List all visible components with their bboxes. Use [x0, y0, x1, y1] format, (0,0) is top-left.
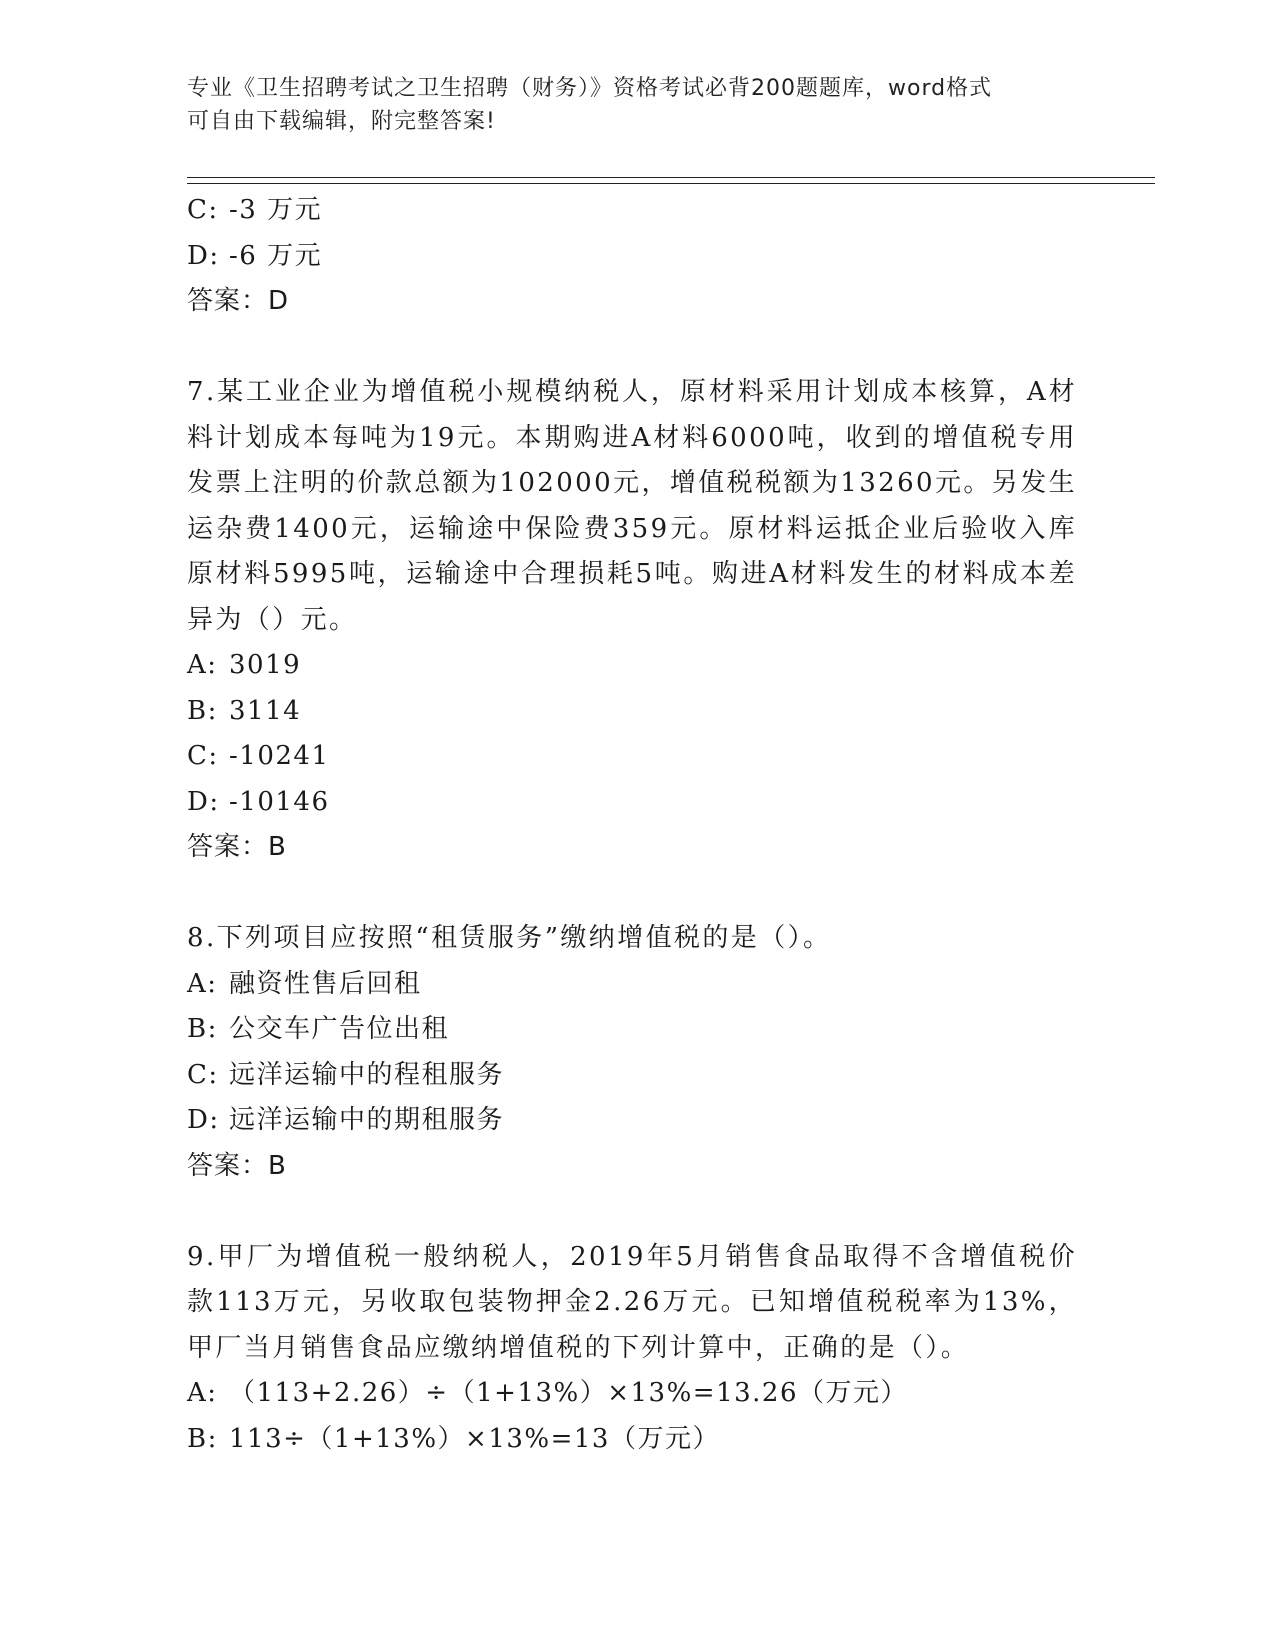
page-header	[187, 72, 1067, 138]
header-line-2: 可自由下载编辑，附完整答案!	[187, 109, 496, 134]
option-c: C: 远洋运输中的程租服务	[187, 1059, 505, 1090]
answer-line: 答案：B	[187, 1150, 287, 1181]
option-c: C: -10241	[187, 741, 330, 771]
document-body	[187, 188, 1077, 1462]
option-b: B: 公交车广告位出租	[187, 1014, 450, 1044]
header-rule-top	[187, 177, 1155, 178]
spacer	[187, 871, 1077, 917]
option-d: D: 远洋运输中的期租服务	[187, 1105, 505, 1135]
question-9	[187, 1235, 1077, 1463]
question-7	[187, 370, 1077, 871]
question-stem: 9.甲厂为增值税一般纳税人，2019年5月销售食品取得不含增值税价款113万元，另收取包装物押金2.26万元。已知增值税税率为13%，甲厂当月销售食品应缴纳增值税的下列计算中，正确的是（）。	[187, 1241, 1077, 1363]
question-8	[187, 916, 1077, 1189]
header-line-1: 专业《卫生招聘考试之卫生招聘（财务）》资格考试必背200题题库，word格式	[187, 76, 993, 101]
option-a: A: （113+2.26）÷（1+13%）×13%=13.26（万元）	[187, 1378, 908, 1408]
spacer	[187, 1189, 1077, 1235]
option-a: A: 融资性售后回租	[187, 968, 422, 999]
answer-line: 答案：B	[187, 832, 287, 862]
header-rule-bottom	[187, 183, 1155, 184]
question-stem: 8.下列项目应按照“租赁服务”缴纳增值税的是（）。	[187, 923, 832, 953]
option-a: A: 3019	[187, 650, 302, 680]
option-c: C: -3 万元	[187, 195, 323, 225]
question-stem: 7.某工业企业为增值税小规模纳税人，原材料采用计划成本核算，A材料计划成本每吨为19元。本期购进A材料6000吨，收到的增值税专用发票上注明的价款总额为102000元，增值税税额为13260元。另发生运杂费1400元，运输途中保险费359元。原材料运抵企业后验收入库原材料5995吨，运输途中合理损耗5吨。购进A材料发生的材料成本差异为（）元。	[187, 377, 1077, 635]
option-b: B: 3114	[187, 695, 302, 726]
option-b: B: 113÷（1+13%）×13%=13（万元）	[187, 1423, 720, 1454]
question-6-continued	[187, 188, 1077, 325]
spacer	[187, 325, 1077, 371]
option-d: D: -6 万元	[187, 240, 323, 271]
option-d: D: -10146	[187, 786, 330, 817]
answer-line: 答案：D	[187, 286, 290, 316]
